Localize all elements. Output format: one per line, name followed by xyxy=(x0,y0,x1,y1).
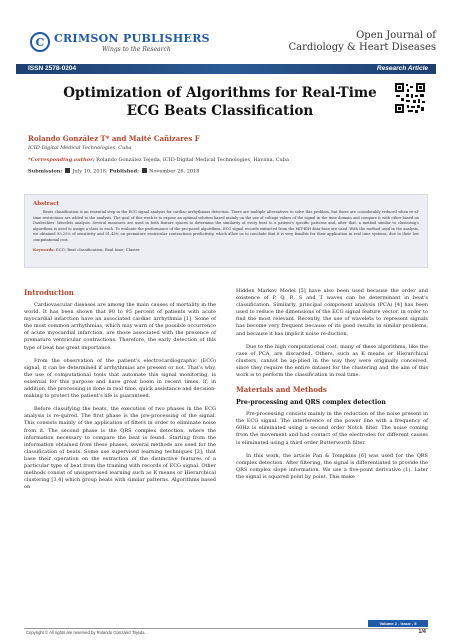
page-number: 1/4 xyxy=(418,629,426,635)
keywords-label: Keywords: xyxy=(33,246,55,252)
copyright-notice: Copyright © All rights are reserved by Rolando González Tejeda. xyxy=(26,630,146,635)
body-paragraph: Before classifying the beats, the execution of two phases in the ECG analysis is re-quired. The first phase is the pre-processing of the signal. This consists mainly of the application of filters in order to eliminate noise from it. The second phase is the QRS complex detection, where the information necessary to compare the beat is found. Starting from the information obtained from these phases, several methods are used for the classification of beats. Some use supervised learning techniques [2]; that base their operation on the extraction of the distinctive features of a particular type of beat from the training with records of ECG signal. Other methods consist of unsupervised learning such as K means or Hierarchical clustering [3,4] which group beats with similar patterns. Algorithms based on xyxy=(24,406,216,491)
author-affiliation: ICID-Digital Medical Technologies, Cuba xyxy=(28,145,132,151)
qr-code-icon[interactable] xyxy=(394,82,426,114)
body-column-left xyxy=(24,288,216,497)
submission-date: July 10, 2018; xyxy=(72,168,108,175)
publisher-name: CRIMSON PUBLISHERS xyxy=(54,32,210,45)
journal-name-line1: Open Journal of xyxy=(356,30,436,41)
introduction-heading: Introduction xyxy=(24,288,74,297)
publisher-tagline: Wings to the Research xyxy=(102,46,171,53)
footer-divider xyxy=(24,628,428,629)
journal-name xyxy=(288,30,436,54)
publication-dates xyxy=(28,168,199,175)
body-paragraph: Hidden Markov Model [5] have also been used because the order and existence of P, Q, R, S and T waves can be determinant in beat's classification. Similarly, principal component analysis (PCA) [4] has been used to reduce the dimensions of the ECG signal feature vector, in order to find the most relevant. Recently, the use of wavelets to represent signals has become very frequent because of its good results in similar problems, and because it has implicit noise re-duction. xyxy=(236,288,428,337)
corresponding-author xyxy=(28,157,289,163)
abstract-text: Beats classification is an essential step in the ECG signal analysis for cardiac arrhythmias detection. There are multiple alternatives to solve this problem, but these are considerably reduced when re-al-time restrictions are added to the analysis. The goal of this work is to expose an optimal solution based mainly on the use of voltage values of the signal in the time domain and compare it with other based on Daubechies' Wavelets analysis. Several measures are used in both feature spaces to determine the similarity of every beat to a patient's specific patterns and, after that, a method similar to clustering's algorithms is used to assign a class to each. To evaluate the performance of the pro-posed algorithms, ECG signal records extracted from the MIT-BIH data-base are used. With the method used in the analysis, we obtained 93.25% of sensitivity and 91.43% on premature ventricular contractions predictivity, which allow us to conclude that it is very feasible for their application in real time systems, due to their low computational cost. xyxy=(33,210,419,242)
corresponding-author-text: Rolando González Tejeda, ICID-Digital Medical Technologies, Havana, Cuba xyxy=(94,157,289,163)
submission-label: Submission: xyxy=(28,168,63,175)
issn-label: ISSN 2578-0204 xyxy=(28,65,77,72)
journal-header xyxy=(0,0,452,74)
published-date: November 26, 2018 xyxy=(149,168,200,175)
preprocessing-subheading: Pre-processing and QRS complex detection xyxy=(236,399,386,407)
body-paragraph: Due to the high computational cost, many of these algorithms, like the case of PCA, are discarded. Others, such as K means or Hierarchical clusters, cannot be ap-plied in the way they were originally conceived, since they require the entire dataset for the clustering and the aim of this work is to perform the classification in real time. xyxy=(236,343,428,379)
published-label: Published: xyxy=(109,168,139,175)
body-paragraph: Pre-processing consists mainly in the reduction of the noise present in the ECG signal. The interference of the power line with a frequency of 60Hz is eliminated using a second order Notch filter. The noise coming from the movement and bad contact of the electrodes for different causes is eliminated using a third order Butterworth filter. xyxy=(236,411,428,446)
body-paragraph: In this work, the article Pan & Tompkins [6] was used for the QRS complex detection. After filtering, the signal is differentiated to provide the QRS complex slope information. We use a five-point derivative (1). Later the signal is squared point by point. This make xyxy=(236,452,428,480)
corresponding-author-label: *Corresponding author: xyxy=(28,157,95,163)
abstract-box xyxy=(24,194,428,268)
article-title-line2: ECG Beats Classification xyxy=(126,103,314,119)
header-band xyxy=(16,64,436,74)
body-column-right xyxy=(236,288,428,487)
keywords xyxy=(33,247,419,252)
article-title xyxy=(60,84,380,120)
volume-issue-label: Volume 2 - Issue - 5 xyxy=(368,620,428,627)
article-authors: Rolando González T* and Maité Cañizares F xyxy=(28,134,200,143)
body-paragraph: From the observation of the patient's electrocardiographic (ECG) signal, it can be determined if arrhythmias are present or not. That's why, the use of computational tools that automate this signal monitoring, is essential for this purpose and have great boom in recent times. If, in addition, the processing is done in real time, quick assistance and decision-making to protect the patient's life is guaranteed. xyxy=(24,357,216,400)
body-paragraph: Cardiovascular diseases are among the main causes of mortality in the world. It has been shown that 90 to 95 percent of patients with acute myocardial infarction have an associated cardiac arrhythmia [1]. Some of the most common arrhythmias, which may warn of the possible occurrence of acute myocardial infarction, are those associated with the presence of premature ventricular contractions. Therefore, the early detection of this type of beat has great importance. xyxy=(24,302,216,351)
journal-name-line2: Cardiology & Heart Diseases xyxy=(288,42,436,53)
article-title-line1: Optimization of Algorithms for Real-Time xyxy=(63,85,377,101)
article-type-label: Research Article xyxy=(376,65,428,72)
calendar-icon xyxy=(142,168,147,173)
methods-heading: Materials and Methods xyxy=(236,385,327,395)
keywords-list: ECG; Beat classification; Real time; Cluster xyxy=(54,246,140,252)
calendar-icon xyxy=(65,168,70,173)
crimson-logo-icon: C xyxy=(30,32,50,52)
abstract-heading: Abstract xyxy=(33,201,60,207)
